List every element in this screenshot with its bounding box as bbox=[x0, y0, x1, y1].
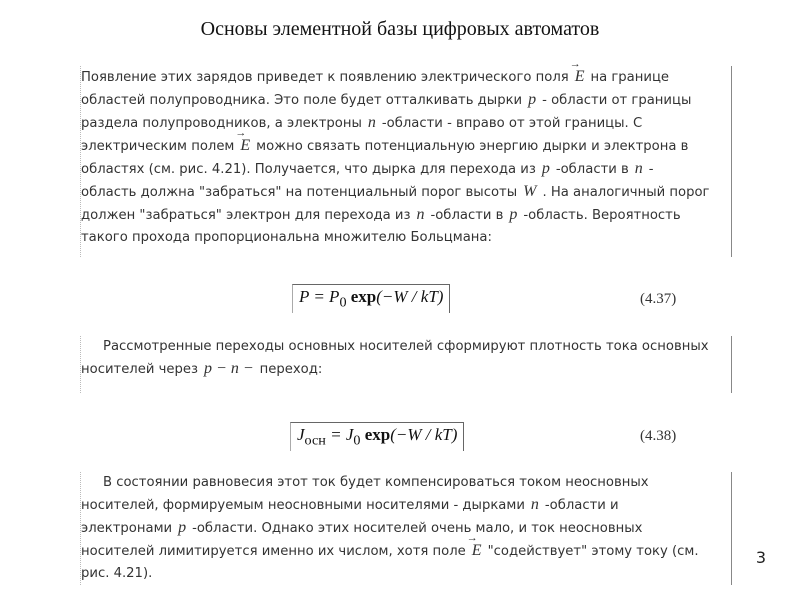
text-line: раздела полупроводников, а электроны n -области - вправо от этой границы. С bbox=[81, 114, 643, 131]
text-line: В состоянии равновесия этот ток будет компенсироваться током неосновных bbox=[103, 475, 649, 490]
n-symbol: n bbox=[416, 206, 425, 223]
field-vector-symbol: → E bbox=[234, 135, 256, 157]
text-line: Появление этих зарядов приведет к появлению электрического поля→ E на границе bbox=[81, 66, 731, 89]
field-vector-symbol: → E bbox=[466, 540, 488, 562]
text-line: область должна "забраться" на потенциальный порог высоты W . На аналогичный порог bbox=[81, 183, 710, 200]
text-line: должен "забраться" электрон для перехода из n -области в p -область. Вероятность bbox=[81, 206, 681, 223]
w-symbol: W bbox=[523, 183, 537, 200]
text-line: Рассмотренные переходы основных носителей сформируют плотность тока основных bbox=[103, 339, 709, 354]
formula-4-38: $J_{осн} = J_0$ exp(−W / kT) bbox=[290, 422, 464, 451]
text-block-2 bbox=[80, 336, 732, 393]
slide-title: Основы элементной базы цифровых автоматов bbox=[200, 18, 600, 40]
page-number: 3 bbox=[755, 548, 766, 567]
n-symbol: n bbox=[530, 496, 539, 513]
text-line: носителей лимитируется именно их числом, хотя поле→ E "содействует" этому току (см. bbox=[81, 540, 731, 563]
text-line: носителей через p − n − переход: bbox=[81, 360, 323, 377]
equation-number: (4.37) bbox=[640, 291, 677, 307]
text-line: носителей, формируемым неосновными носителями - дырками n -области и bbox=[81, 496, 619, 513]
text-line: такого прохода пропорциональна множителю Больцмана: bbox=[81, 230, 492, 245]
text-line: областей полупроводника. Это поле будет отталкивать дырки p - области от границы bbox=[81, 91, 692, 108]
equation-number: (4.38) bbox=[640, 428, 677, 444]
text-line: рис. 4.21). bbox=[81, 566, 153, 581]
text-line: электронами p -области. Однако этих носителей очень мало, и ток неосновных bbox=[81, 519, 643, 536]
text-line: электрическим полем→ E можно связать потенциальную энергию дырки и электрона в bbox=[81, 135, 731, 158]
p-symbol: p bbox=[528, 91, 537, 108]
p-symbol: p bbox=[509, 206, 518, 223]
n-symbol: n bbox=[634, 160, 643, 177]
text-line: областях (см. рис. 4.21). Получается, что дырка для перехода из p -области в n - bbox=[81, 160, 654, 177]
formula-4-37: $P = P_0$ exp(−W / kT) bbox=[292, 284, 450, 313]
p-n-symbol: p − n − bbox=[204, 360, 254, 377]
text-block-3 bbox=[80, 472, 732, 585]
p-symbol: p bbox=[178, 519, 187, 536]
field-vector-symbol: → E bbox=[569, 66, 591, 88]
text-block-1 bbox=[80, 66, 732, 257]
p-symbol: p bbox=[541, 160, 550, 177]
n-symbol: n bbox=[367, 114, 376, 131]
